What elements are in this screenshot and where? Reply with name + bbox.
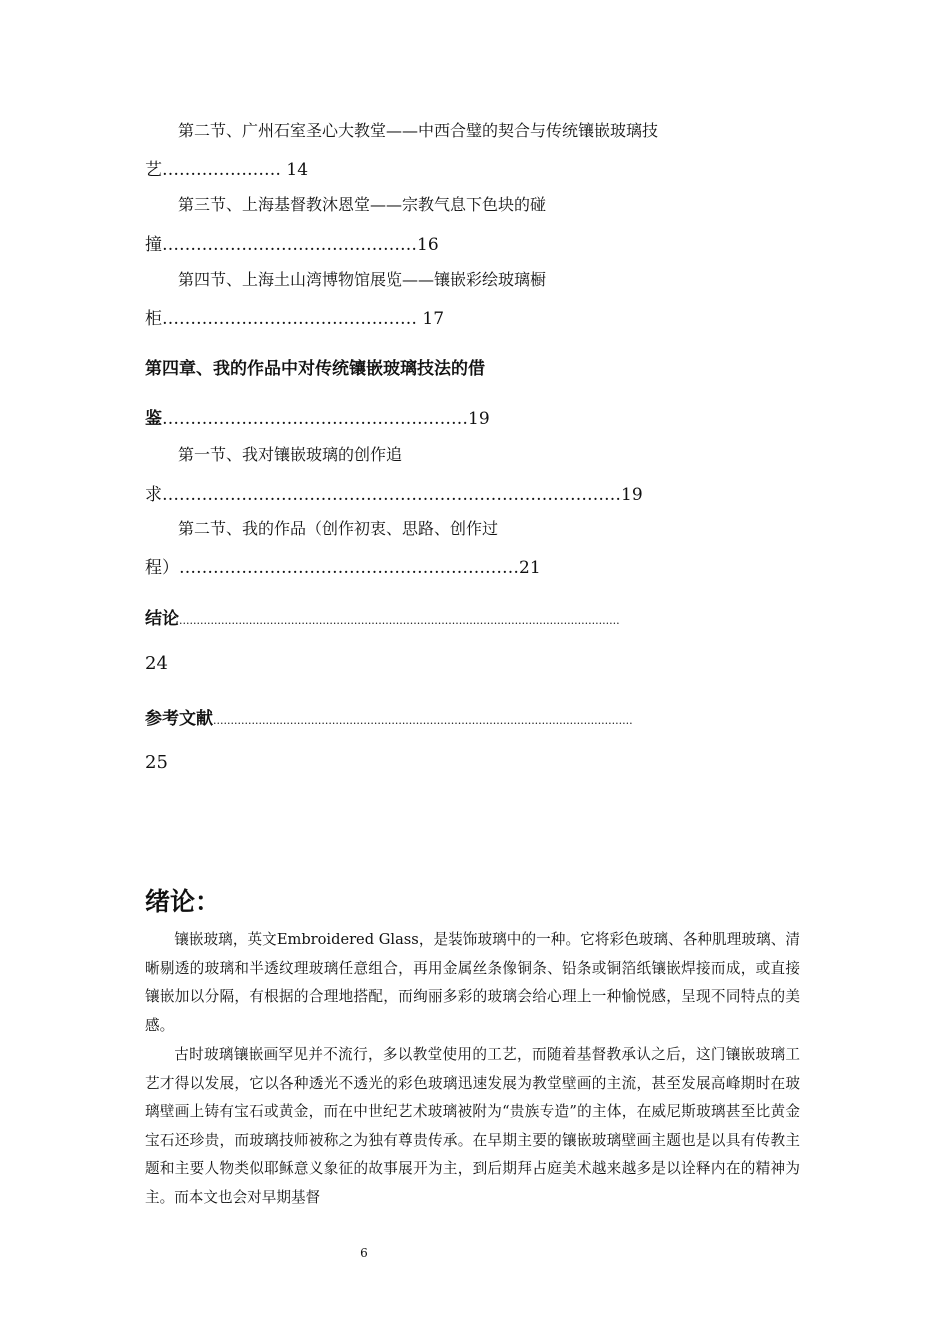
- toc-ch3-section3-line1: 第三节、上海基督教沐恩堂——宗教气息下色块的碰: [178, 195, 547, 214]
- section-heading: 绪论：: [145, 887, 221, 916]
- toc-chapter4-line2: [145, 404, 490, 429]
- toc-ch3-section4-line2: 柜……………………………………… 17: [145, 309, 445, 329]
- toc-references-dots: ........................................................................................................................: [213, 714, 633, 727]
- toc-conclusion-page: 24: [145, 653, 168, 674]
- body-paragraph-1: 镶嵌玻璃，英文Embroidered Glass，是装饰玻璃中的一种。它将彩色玻璃、各种肌理玻璃、清晰剔透的玻璃和半透纹理玻璃任意组合，再用金属丝条像铜条、铅条或铜箔纸镶嵌焊接而成，或直接镶嵌加以分隔，有根据的合理地搭配，而绚丽多彩的玻璃会给心理上一种愉悦感，呈现不同特点的美感。: [145, 931, 800, 1034]
- toc-ch4-section2-line2: 程）……………………………………………………21: [145, 558, 541, 578]
- toc-references-page: 25: [145, 752, 168, 773]
- toc-chapter4-title: 第四章、我的作品中对传统镶嵌玻璃技法的借: [145, 359, 485, 379]
- toc-conclusion-dots: ..............................................................................................................................: [179, 614, 620, 627]
- toc-references-label: 参考文献: [145, 709, 213, 729]
- toc-ch4-section2-line1: 第二节、我的作品（创作初衷、思路、创作过: [178, 519, 499, 538]
- toc-ch3-section4-line1: 第四节、上海土山湾博物馆展览——镶嵌彩绘玻璃橱: [178, 270, 547, 289]
- toc-chapter4-dots: ………………………………………………19: [162, 409, 490, 429]
- page-number: 6: [360, 1246, 368, 1260]
- toc-ch3-section3-line2: 撞………………………………………16: [145, 235, 439, 255]
- toc-conclusion: [145, 604, 785, 629]
- body-paragraph-2: 古时玻璃镶嵌画罕见并不流行，多以教堂使用的工艺，而随着基督教承认之后，这门镶嵌玻璃工艺才得以发展，它以各种透光不透光的彩色玻璃迅速发展为教堂壁画的主流，甚至发展高峰期时在玻璃壁画上铸有宝石或黄金，而在中世纪艺术玻璃被附为“贵族专造”的主体，在威尼斯玻璃甚至比黄金宝石还珍贵，而玻璃技师被称之为独有尊贵传承。在早期主要的镶嵌玻璃壁画主题也是以具有传教主题和主要人物类似耶稣意义象征的故事展开为主，到后期拜占庭美术越来越多是以诠释内在的精神为主。而本文也会对早期基督: [145, 1046, 800, 1206]
- toc-ch3-section2-line1: 第二节、广州石室圣心大教堂——中西合璧的契合与传统镶嵌玻璃技: [178, 121, 659, 140]
- toc-chapter4-char: 鉴: [145, 409, 162, 429]
- toc-references: [145, 704, 785, 729]
- toc-conclusion-label: 结论: [145, 609, 179, 629]
- toc-ch4-section1-line2: 求………………………………………………………………………19: [145, 485, 643, 505]
- toc-ch3-section2-line2: 艺………………… 14: [145, 160, 309, 180]
- toc-ch4-section1-line1: 第一节、我对镶嵌玻璃的创作追: [178, 445, 403, 464]
